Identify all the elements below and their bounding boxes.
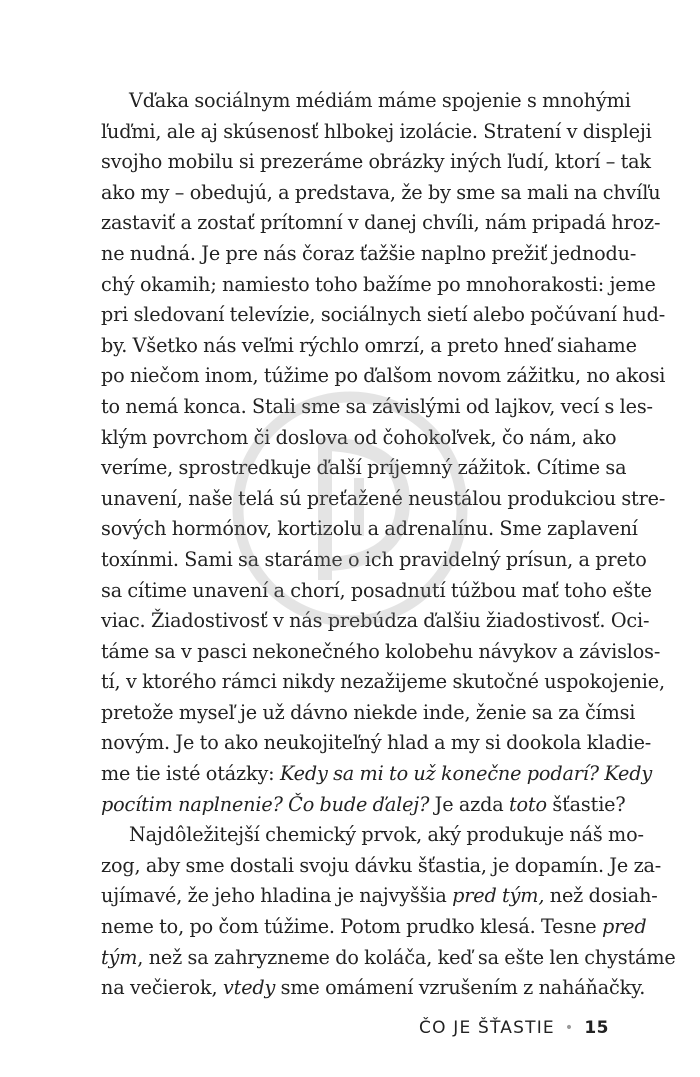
italic-run: tým — [101, 945, 138, 969]
text-line: ako my – obedujú, a predstava, že by sme sa mali na chvíľu — [101, 180, 661, 204]
italic-run: pocítim naplnenie? Čo bude ďalej? — [101, 792, 430, 816]
text-line: to nemá konca. Stali sme sa závislými od lajkov, vecí s les- — [101, 394, 653, 418]
text-line: Vďaka sociálnym médiám máme spojenie s mnohými — [129, 89, 631, 112]
text-line: toxínmi. Sami sa staráme o ich pravidelný prísun, a preto — [101, 547, 647, 571]
italic-run: pred — [601, 915, 647, 939]
text-line: novým. Je to ako neukojiteľný hlad a my si dookola kladie- — [101, 731, 652, 755]
text-line — [101, 943, 676, 974]
text-line: Najdôležitejší chemický prvok, aký produkuje náš mo- — [129, 823, 644, 847]
running-head: ČO JE ŠŤASTIE — [419, 1018, 555, 1038]
text-line: pretože myseľ je už dávno niekde inde, ženie sa za čímsi — [101, 700, 636, 724]
text-line — [101, 790, 626, 821]
text-run: sme omámení vzrušením z naháňačky. — [275, 976, 646, 1000]
text-line: po niečom inom, túžime po ďalšom novom zážitku, no akosi — [101, 364, 666, 388]
paragraph-2 — [101, 820, 676, 1004]
text-line — [101, 881, 658, 912]
page-body — [101, 86, 676, 1004]
text-run: ujímavé, že jeho hladina je najvyššia — [101, 884, 453, 908]
text-line — [101, 912, 647, 943]
text-line: veríme, sprostredkuje ďalší príjemný zážitok. Cítime sa — [101, 456, 627, 480]
italic-run: toto — [509, 792, 547, 816]
page-footer — [419, 1018, 609, 1038]
text-run: me tie isté otázky: — [101, 762, 280, 786]
text-run: , než sa zahryzneme do koláča, keď sa ešte len chystáme — [137, 945, 676, 969]
text-line: pri sledovaní televízie, sociálnych sietí alebo počúvaní hud- — [101, 303, 666, 327]
text-line — [101, 973, 646, 1004]
text-line: zog, aby sme dostali svoju dávku šťastia, je dopamín. Je za- — [101, 853, 662, 877]
text-run: Je azda — [429, 792, 509, 816]
page-number: 15 — [584, 1018, 609, 1038]
text-line — [101, 759, 653, 790]
paragraph-1 — [101, 86, 666, 820]
text-line: zastaviť a zostať prítomní v danej chvíli, nám pripadá hroz- — [101, 211, 661, 235]
text-run: šťastie? — [546, 792, 626, 816]
text-run: než dosiah- — [544, 884, 658, 908]
text-line: klým povrchom či doslova od čohokoľvek, čo nám, ako — [101, 425, 617, 449]
text-line: chý okamih; namiesto toho bažíme po mnohorakosti: jeme — [101, 272, 656, 296]
text-run: na večierok, — [101, 976, 223, 1000]
text-line: ľuďmi, ale aj skúsenosť hlbokej izolácie. Stratení v displeji — [101, 119, 652, 143]
italic-run: vtedy — [222, 976, 276, 1000]
text-line: unavení, naše telá sú preťažené neustálou produkciou stre- — [101, 486, 666, 510]
italic-run: pred tým, — [452, 884, 545, 908]
text-line: svojho mobilu si prezeráme obrázky iných ľudí, ktorí – tak — [101, 150, 651, 174]
text-line: ne nudná. Je pre nás čoraz ťažšie naplno prežiť jednodu- — [101, 241, 637, 265]
text-line: táme sa v pasci nekonečného kolobehu návykov a závislos- — [101, 639, 661, 663]
text-line: viac. Žiadostivosť v nás prebúdza ďalšiu žiadostivosť. Oci- — [101, 609, 650, 633]
bullet-separator: • — [564, 1020, 575, 1036]
text-line: tí, v ktorého rámci nikdy nezažijeme skutočné uspokojenie, — [101, 670, 665, 694]
text-line: sových hormónov, kortizolu a adrenalínu. Sme zaplavení — [101, 517, 638, 541]
text-line: by. Všetko nás veľmi rýchlo omrzí, a preto hneď siahame — [101, 333, 637, 357]
text-run: neme to, po čom túžime. Potom prudko klesá. Tesne — [101, 915, 602, 939]
text-line: sa cítime unavení a chorí, posadnutí túžbou mať toho ešte — [101, 578, 652, 602]
italic-run: Kedy sa mi to už konečne podarí? Kedy — [279, 762, 653, 786]
